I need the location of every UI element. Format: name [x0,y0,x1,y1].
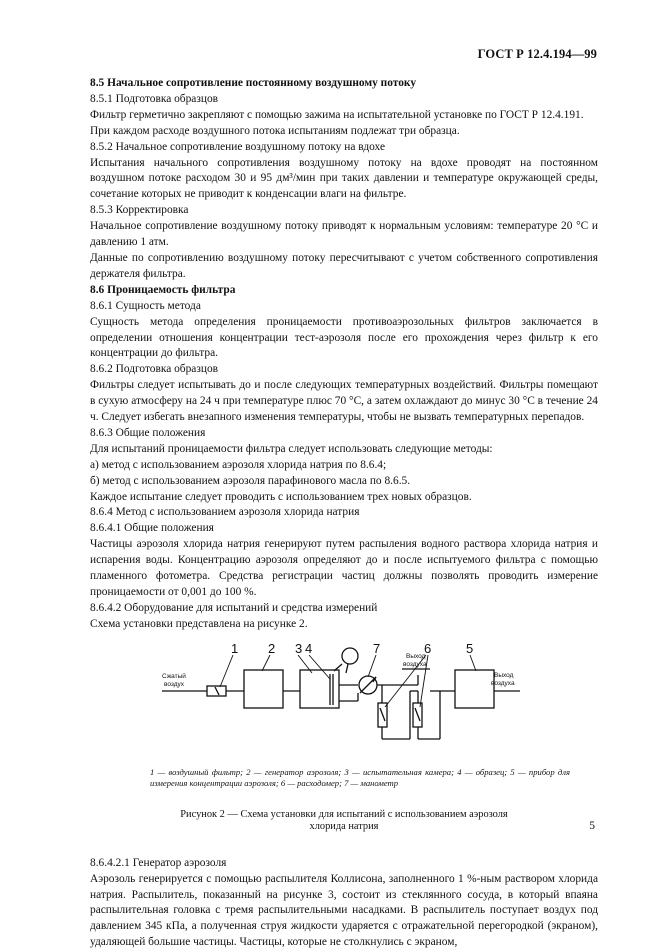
subsection-8-6-2: 8.6.2 Подготовка образцов [90,363,219,376]
figure-legend: 1 — воздушный фильтр; 2 — генератор аэрозоля; 3 — испытательная камера; 4 — образец; 5 — прибор для измерения концентрации аэрозоля; 6 — расходомер; 7 — манометр [150,766,570,789]
paragraph: Испытания начального сопротивления воздушному потоку на вдохе проводят на постоянном воздушном потоке расходом 30 и 95 дм³/мин при таких давлении и температуре окружающей среды, сочетание которых не приводит к конденсации влаги на фильтре. [90,156,598,201]
subsection-8-5-1: 8.5.1 Подготовка образцов [90,92,219,105]
inlet-label-line2: воздух [164,680,185,688]
paragraph: Схема установки представлена на рисунке 2. [90,617,308,630]
document-header: ГОСТ Р 12.4.194—99 [477,47,597,61]
callout-2: 2 [268,640,276,656]
paragraph: Для испытаний проницаемости фильтра следует использовать следующие методы: [90,442,493,455]
subsection-8-6-3: 8.6.3 Общие положения [90,426,206,439]
paragraph: При каждом расходе воздушного потока испытаниям подлежат три образца. [90,124,460,137]
figure-caption [90,809,598,834]
callout-5: 5 [466,640,474,656]
caption-line-2: хлорида натрия [309,821,379,833]
paragraph: Фильтры следует испытывать до и после следующих температурных воздействий. Фильтры помещают в сухую атмосферу на 24 ч при температуре плюс 70 °С, а затем охлаждают до минус 30 °С в течение 24 ч. Следует избегать внезапного изменения температуры, чтобы не вызвать температурных перепадов. [90,379,598,424]
subsection-8-6-1: 8.6.1 Сущность метода [90,299,201,312]
section-heading-8-6: 8.6 Проницаемость фильтра [90,283,236,296]
outlet-label-line1: Выход [406,652,426,660]
subsection-8-6-4-1: 8.6.4.1 Общие положения [90,522,214,535]
page-body [90,76,598,951]
outlet2-label-line1: Выход [494,671,514,679]
paragraph: Начальное сопротивление воздушному потоку приводят к нормальным условиям: температуре 20 °С и давлению 1 атм. [90,220,598,249]
manometer-top [342,648,358,664]
paragraph: Сущность метода определения проницаемости противоаэрозольных фильтров заключается в определении отношения концентрации тест-аэрозоля после его прохождения через фильтр к его концентрации до фильтра. [90,315,598,360]
aerosol-generator [244,670,283,708]
outlet-label-line2: воздуха [403,660,427,668]
concentration-meter [455,670,494,708]
test-setup-schematic [90,641,598,761]
figure-2-diagram [90,641,598,799]
subsection-8-5-3: 8.5.3 Корректировка [90,204,189,217]
callout-7: 7 [373,640,381,656]
subsection-8-6-4: 8.6.4 Метод с использованием аэрозоля хлорида натрия [90,506,360,519]
callout-1: 1 [231,640,239,656]
paragraph: Данные по сопротивлению воздушному потоку пересчитывают с учетом собственного сопротивления держателя фильтра. [90,251,598,280]
subsection-8-6-4-2: 8.6.4.2 Оборудование для испытаний и средства измерений [90,601,378,614]
paragraph: Частицы аэрозоля хлорида натрия генерируют путем распыления водного раствора хлорида натрия и испарения воды. Концентрацию аэрозоля определяют до и после испытуемого фильтра с помощью пламенного фотометра. Средства регистрации частиц должны позволять проводить измерение проницаемости от 0,001 до 100 %. [90,538,598,598]
section-heading-8-5: 8.5 Начальное сопротивление постоянному воздушному потоку [90,77,417,89]
list-item-a: а) метод с использованием аэрозоля хлорида натрия по 8.6.4; [90,458,387,471]
callout-4: 4 [305,640,313,656]
page-number: 5 [589,820,595,832]
inlet-label-line1: Сжатый [162,672,186,680]
paragraph: Фильтр герметично закрепляют с помощью зажима на испытательной установке по ГОСТ Р 12.4.191. [90,108,584,121]
caption-line-1: Рисунок 2 — Схема установки для испытаний с использованием аэрозоля [180,808,508,820]
callout-6: 6 [424,640,432,656]
list-item-b: б) метод с использованием аэрозоля парафинового масла по 8.6.5. [90,474,411,487]
callout-3: 3 [295,640,303,656]
subsection-8-6-4-2-1: 8.6.4.2.1 Генератор аэрозоля [90,856,227,869]
subsection-8-5-2: 8.5.2 Начальное сопротивление воздушному потоку на вдохе [90,140,385,153]
outlet2-label-line2: воздуха [491,679,515,687]
paragraph: Аэрозоль генерируется с помощью распылителя Коллисона, заполненного 1 %-ным раствором хлорида натрия. Распылитель, показанный на рисунке 3, состоит из стеклянного сосуда, в который впаяна распылительная головка с тремя распылительными насадками. В распылитель поступает воздух под давлением 345 кПа, а полученная струя жидкости ударяется с отражательной перегородкой (экраном), удаляющей большие частицы. Частицы, которые не столкнулись с экраном, [90,872,598,949]
paragraph: Каждое испытание следует проводить с использованием трех новых образцов. [90,490,472,503]
